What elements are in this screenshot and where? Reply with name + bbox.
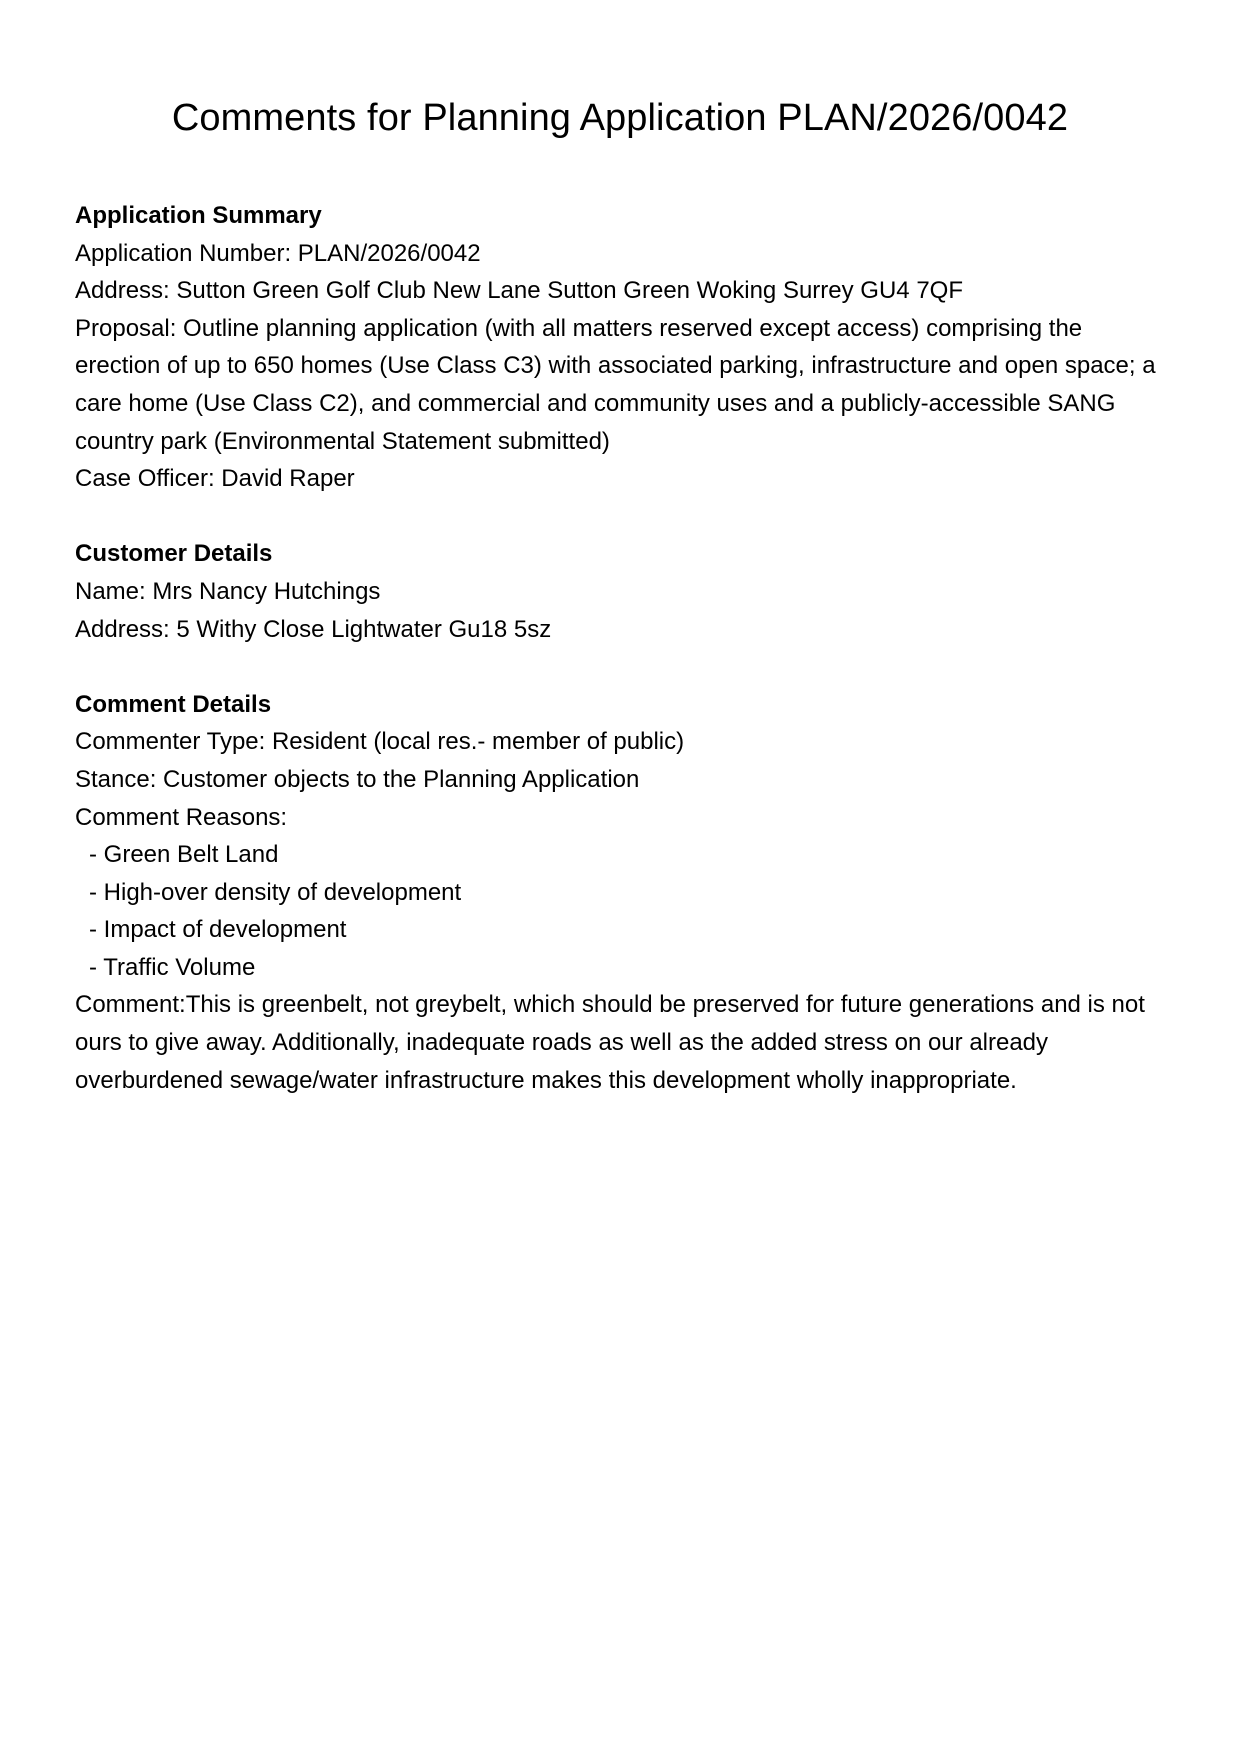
comment-reasons-label: Comment Reasons: [75,803,288,831]
customer-address: Address: 5 Withy Close Lightwater Gu18 5sz [75,615,552,643]
application-number: Application Number: PLAN/2026/0042 [75,239,481,267]
comment-reason-item: - High-over density of development [89,878,462,906]
application-summary-section [75,197,1170,498]
comment-reason-item: - Traffic Volume [89,953,256,981]
comment-reason-item: - Green Belt Land [89,841,279,869]
customer-details-heading: Customer Details [75,540,273,568]
comment-details-heading: Comment Details [75,690,272,718]
case-officer: Case Officer: David Raper [75,465,355,493]
page-title: Comments for Planning Application PLAN/2026/0042 [171,97,1069,139]
site-address: Address: Sutton Green Golf Club New Lane Sutton Green Woking Surrey GU4 7QF [75,277,963,305]
comment-reasons-list [75,836,1170,986]
stance: Stance: Customer objects to the Planning Application [75,765,640,793]
commenter-type: Commenter Type: Resident (local res.- member of public) [75,728,685,756]
customer-name: Name: Mrs Nancy Hutchings [75,577,381,605]
customer-details-section [75,535,1170,648]
comment-reason-item: - Impact of development [89,916,347,944]
document-body [75,197,1170,1137]
application-summary-heading: Application Summary [75,202,322,229]
comment-details-section [75,686,1170,1100]
comment-text: Comment:This is greenbelt, not greybelt, which should be preserved for future generations and is not ours to give away. Additionally, inadequate roads as well as the added stress on our already overburdened sewage/water infrastructure makes this development wholly inappropriate. [75,991,1145,1094]
proposal-text: Proposal: Outline planning application (with all matters reserved except access) comprising the erection of up to 650 homes (Use Class C3) with associated parking, infrastructure and open space; a care home (Use Class C2), and commercial and community uses and a publicly-accessible SANG country park (Environmental Statement submitted) [75,314,1156,455]
